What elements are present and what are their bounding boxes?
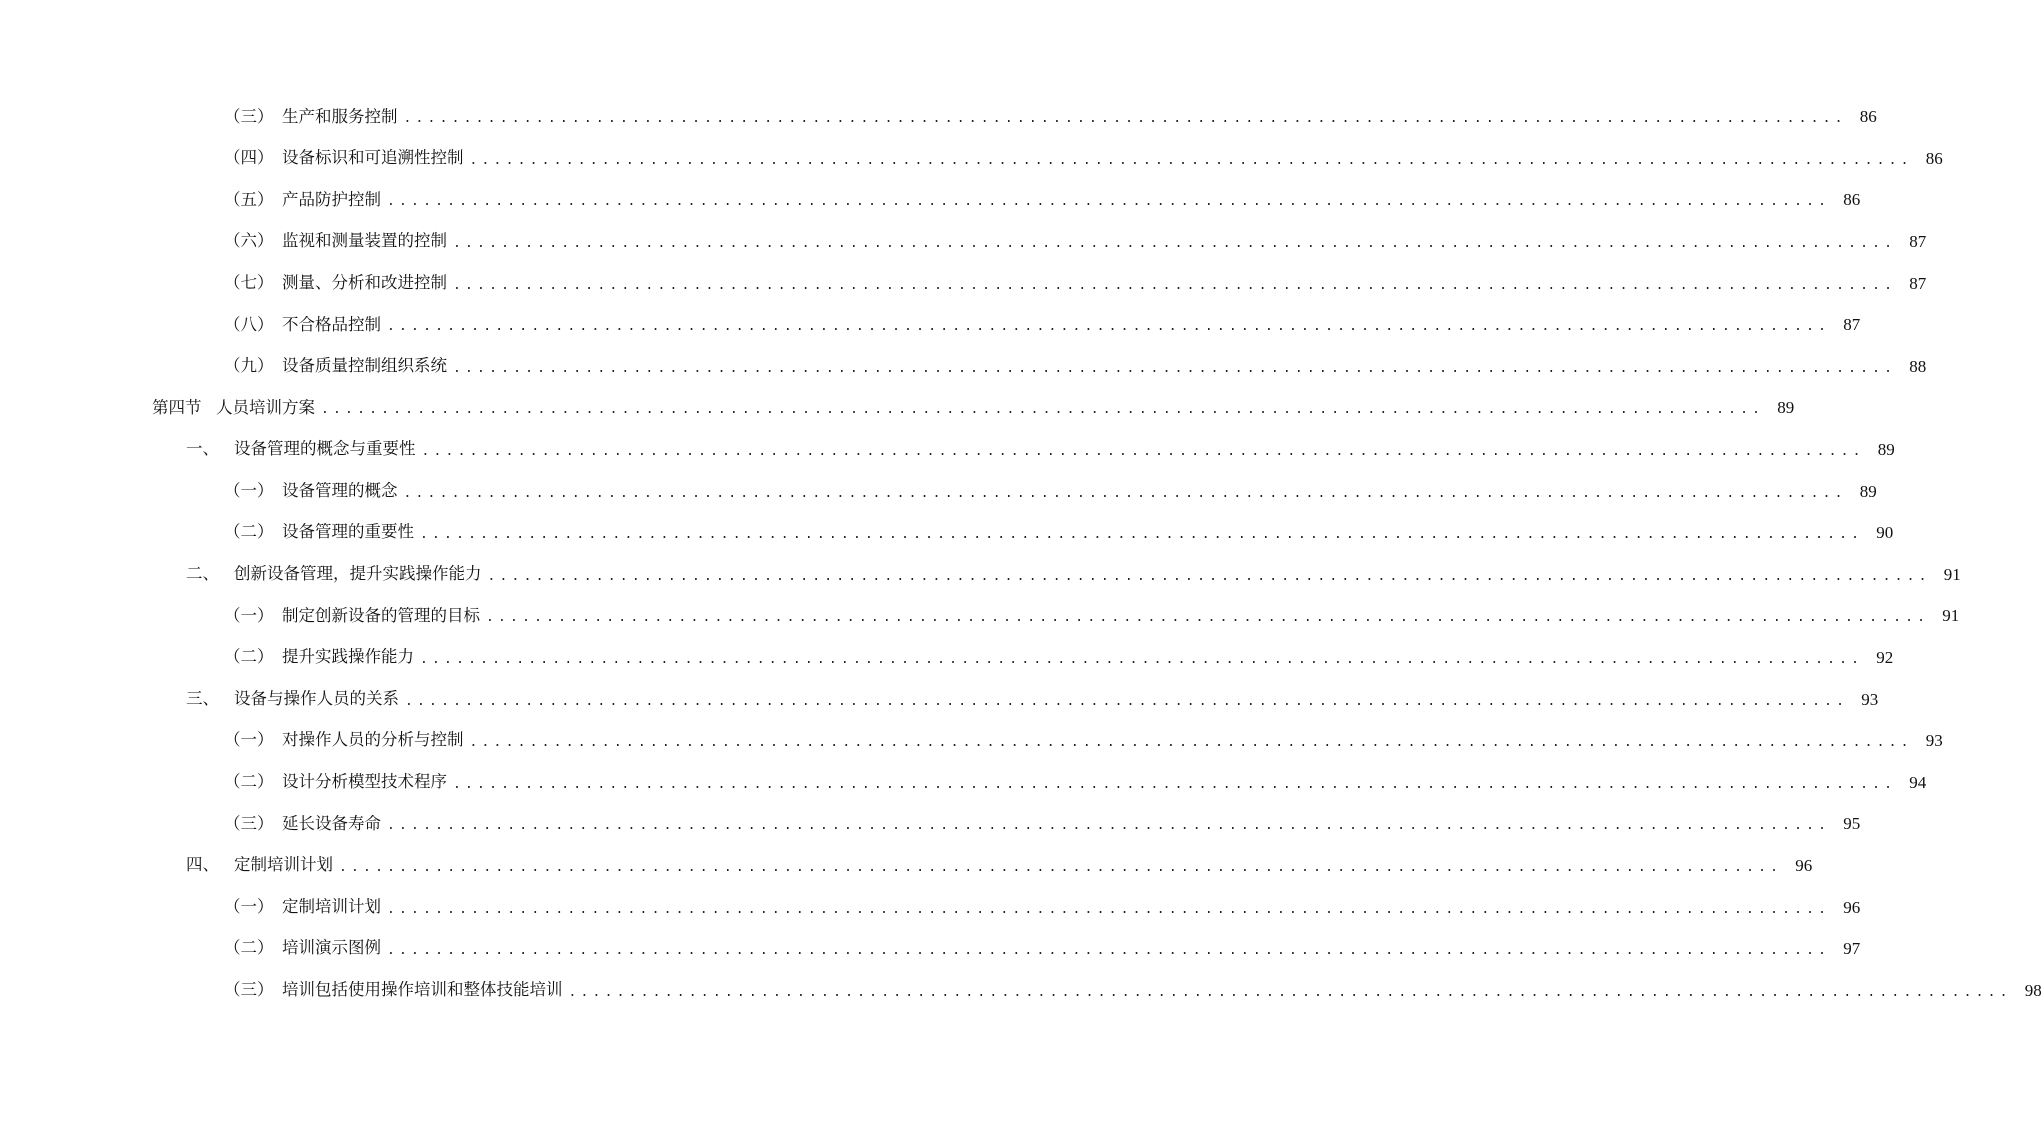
toc-entry-title: 设备管理的重要性 xyxy=(282,522,414,542)
toc-page-number: 96 xyxy=(1795,855,1813,875)
toc-entry-number: （七） xyxy=(224,272,274,292)
toc-dot-leader: ........................................................................................................................ xyxy=(469,152,1913,168)
toc-dot-leader: ........................................................................................................................ xyxy=(469,735,1913,751)
toc-dot-leader: ........................................................................................................................ xyxy=(403,111,1847,127)
toc-entry[interactable] xyxy=(0,138,1943,180)
toc-entry[interactable] xyxy=(0,762,1927,804)
toc-entry-title: 监视和测量装置的控制 xyxy=(282,231,447,251)
toc-entry-number: （三） xyxy=(224,980,274,1000)
toc-entry-title: 延长设备寿命 xyxy=(282,813,381,833)
toc-entry[interactable] xyxy=(0,720,1943,762)
toc-entry-title: 定制培训计划 xyxy=(234,855,333,875)
toc-entry[interactable] xyxy=(0,262,1927,304)
toc-page-number: 86 xyxy=(1843,190,1861,210)
toc-page-number: 93 xyxy=(1861,689,1879,709)
toc-page-number: 96 xyxy=(1843,897,1861,917)
toc-dot-leader: ........................................................................................................................ xyxy=(387,319,1831,335)
table-of-contents xyxy=(0,96,2042,1011)
toc-entry-number: （三） xyxy=(224,813,274,833)
toc-entry-title: 培训包括使用操作培训和整体技能培训 xyxy=(282,980,563,1000)
toc-entry[interactable] xyxy=(0,387,1795,429)
toc-page-number: 98 xyxy=(2024,980,2042,1000)
toc-entry-number: （二） xyxy=(224,647,274,667)
toc-entry-number: 第四节 xyxy=(152,397,202,417)
toc-entry[interactable] xyxy=(0,886,1861,928)
toc-page-number: 87 xyxy=(1843,315,1861,335)
toc-entry-title: 生产和服务控制 xyxy=(282,106,398,126)
toc-entry-number: （五） xyxy=(224,189,274,209)
toc-dot-leader: ........................................................................................................................ xyxy=(453,776,1897,792)
toc-dot-leader: ........................................................................................................................ xyxy=(405,693,1849,709)
toc-entry-title: 创新设备管理，提升实践操作能力 xyxy=(234,564,482,584)
toc-entry-title: 设备质量控制组织系统 xyxy=(282,356,447,376)
toc-entry-number: （一） xyxy=(224,480,274,500)
toc-dot-leader: ........................................................................................................................ xyxy=(453,360,1897,376)
toc-page-number: 95 xyxy=(1843,814,1861,834)
toc-entry-number: 三、 xyxy=(186,688,219,708)
toc-entry[interactable] xyxy=(0,554,1961,596)
toc-page-number: 88 xyxy=(1909,356,1927,376)
toc-entry-title: 提升实践操作能力 xyxy=(282,647,414,667)
toc-entry[interactable] xyxy=(0,429,1895,471)
toc-entry-title: 不合格品控制 xyxy=(282,314,381,334)
toc-dot-leader: ........................................................................................................................ xyxy=(486,610,1930,626)
toc-page-number: 87 xyxy=(1909,273,1927,293)
toc-dot-leader: ........................................................................................................................ xyxy=(420,652,1864,668)
toc-entry-title: 培训演示图例 xyxy=(282,938,381,958)
toc-entry-number: （六） xyxy=(224,231,274,251)
toc-entry-title: 设备标识和可追溯性控制 xyxy=(282,148,464,168)
toc-entry-title: 对操作人员的分析与控制 xyxy=(282,730,464,750)
toc-entry-title: 设计分析模型技术程序 xyxy=(282,772,447,792)
toc-page-number: 86 xyxy=(1859,107,1877,127)
toc-entry-number: （二） xyxy=(224,522,274,542)
toc-page-number: 89 xyxy=(1877,440,1895,460)
toc-dot-leader: ........................................................................................................................ xyxy=(568,984,2012,1000)
toc-dot-leader: ........................................................................................................................ xyxy=(387,194,1831,210)
toc-page-number: 89 xyxy=(1777,398,1795,418)
toc-entry-number: （一） xyxy=(224,896,274,916)
toc-entry-number: （三） xyxy=(224,106,274,126)
toc-entry-title: 测量、分析和改进控制 xyxy=(282,272,447,292)
toc-dot-leader: ........................................................................................................................ xyxy=(453,236,1897,252)
toc-entry-number: 二、 xyxy=(186,564,219,584)
toc-entry-number: （八） xyxy=(224,314,274,334)
toc-dot-leader: ........................................................................................................................ xyxy=(387,818,1831,834)
toc-entry-title: 制定创新设备的管理的目标 xyxy=(282,605,480,625)
toc-entry-number: 四、 xyxy=(186,855,219,875)
toc-entry[interactable] xyxy=(0,470,1877,512)
toc-page-number: 87 xyxy=(1909,232,1927,252)
toc-dot-leader: ........................................................................................................................ xyxy=(421,444,1865,460)
toc-entry[interactable] xyxy=(0,221,1927,263)
toc-page-number: 89 xyxy=(1859,481,1877,501)
toc-dot-leader: ........................................................................................................................ xyxy=(403,485,1847,501)
toc-entry-number: （二） xyxy=(224,772,274,792)
toc-entry[interactable] xyxy=(0,96,1877,138)
toc-dot-leader: ........................................................................................................................ xyxy=(453,277,1897,293)
toc-entry-title: 设备管理的概念 xyxy=(282,480,398,500)
toc-dot-leader: ........................................................................................................................ xyxy=(321,402,1765,418)
toc-entry[interactable] xyxy=(0,803,1861,845)
toc-entry-number: （一） xyxy=(224,730,274,750)
toc-page-number: 92 xyxy=(1876,648,1894,668)
toc-entry-number: （九） xyxy=(224,356,274,376)
toc-dot-leader: ........................................................................................................................ xyxy=(487,568,1931,584)
toc-page-number: 94 xyxy=(1909,772,1927,792)
toc-entry[interactable] xyxy=(0,845,1813,887)
toc-entry-title: 产品防护控制 xyxy=(282,189,381,209)
toc-entry[interactable] xyxy=(0,678,1879,720)
toc-entry-number: （一） xyxy=(224,605,274,625)
toc-entry-number: 一、 xyxy=(186,439,219,459)
toc-page-number: 97 xyxy=(1843,939,1861,959)
toc-page-number: 90 xyxy=(1876,523,1894,543)
toc-entry[interactable] xyxy=(0,179,1861,221)
toc-entry-title: 定制培训计划 xyxy=(282,896,381,916)
toc-entry-number: （二） xyxy=(224,938,274,958)
toc-entry[interactable] xyxy=(0,637,1894,679)
toc-page-number: 91 xyxy=(1943,564,1961,584)
toc-entry[interactable] xyxy=(0,512,1894,554)
toc-dot-leader: ........................................................................................................................ xyxy=(387,943,1831,959)
toc-page-number: 86 xyxy=(1925,148,1943,168)
toc-page-number: 93 xyxy=(1925,731,1943,751)
toc-dot-leader: ........................................................................................................................ xyxy=(420,527,1864,543)
toc-entry[interactable] xyxy=(0,928,1861,970)
toc-entry[interactable] xyxy=(0,346,1927,388)
toc-entry-title: 设备与操作人员的关系 xyxy=(234,688,399,708)
toc-entry[interactable] xyxy=(0,595,1960,637)
toc-dot-leader: ........................................................................................................................ xyxy=(387,901,1831,917)
toc-entry[interactable] xyxy=(0,304,1861,346)
toc-page-number: 91 xyxy=(1942,606,1960,626)
toc-entry[interactable] xyxy=(0,969,2042,1011)
toc-entry-title: 设备管理的概念与重要性 xyxy=(234,439,416,459)
toc-entry-number: （四） xyxy=(224,148,274,168)
toc-dot-leader: ........................................................................................................................ xyxy=(339,859,1783,875)
toc-entry-title: 人员培训方案 xyxy=(216,397,315,417)
